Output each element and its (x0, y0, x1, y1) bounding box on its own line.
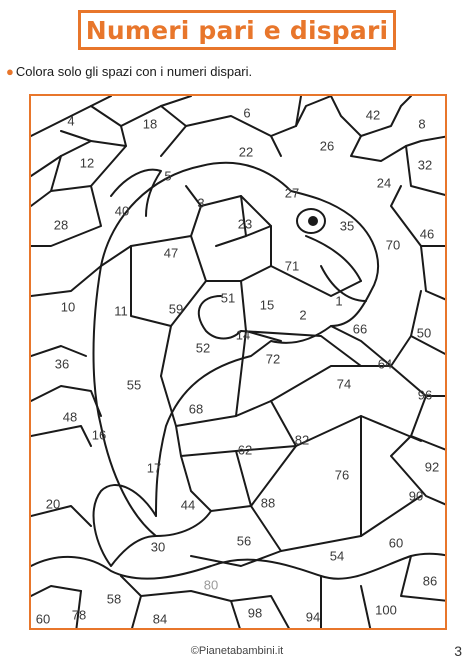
page-number: 3 (454, 643, 462, 659)
number-label[interactable]: 50 (416, 325, 432, 341)
number-label[interactable]: 18 (142, 116, 158, 132)
number-label[interactable]: 20 (45, 496, 61, 512)
number-label[interactable]: 16 (91, 427, 107, 443)
number-label[interactable]: 51 (220, 290, 236, 306)
footer-credit: ©Pianetabambini.it (190, 645, 284, 657)
number-label[interactable]: 78 (71, 607, 87, 623)
page-title: Numeri pari e dispari (85, 15, 389, 45)
number-label[interactable]: 42 (365, 107, 381, 123)
number-label[interactable]: 36 (54, 356, 70, 372)
number-label[interactable]: 4 (67, 113, 75, 129)
number-label[interactable]: 64 (377, 356, 393, 372)
number-label[interactable]: 60 (35, 611, 51, 627)
number-label[interactable]: 58 (106, 591, 122, 607)
number-label[interactable]: 8 (418, 116, 426, 132)
number-label[interactable]: 100 (375, 602, 397, 618)
number-label[interactable]: 59 (168, 301, 184, 317)
number-label[interactable]: 5 (164, 168, 172, 184)
number-label[interactable]: 24 (376, 175, 392, 191)
number-label[interactable]: 92 (424, 459, 440, 475)
number-label[interactable]: 30 (150, 539, 166, 555)
number-label[interactable]: 6 (243, 105, 251, 121)
bullet-icon: ● (6, 64, 14, 79)
title-box (78, 10, 396, 50)
number-label[interactable]: 15 (259, 297, 275, 313)
number-label[interactable]: 60 (388, 535, 404, 551)
number-label[interactable]: 76 (334, 467, 350, 483)
number-label[interactable]: 74 (336, 376, 352, 392)
number-label[interactable]: 10 (60, 299, 76, 315)
instruction (6, 64, 252, 79)
number-label[interactable]: 96 (417, 387, 433, 403)
number-label[interactable]: 35 (339, 218, 355, 234)
number-label[interactable]: 72 (265, 351, 281, 367)
instruction-text: Colora solo gli spazi con i numeri dispari. (15, 64, 253, 79)
coloring-area (29, 94, 447, 630)
number-label[interactable]: 54 (329, 548, 345, 564)
number-label[interactable]: 32 (417, 157, 433, 173)
number-label[interactable]: 52 (195, 340, 211, 356)
number-label[interactable]: 55 (126, 377, 142, 393)
number-label[interactable]: 14 (235, 327, 251, 343)
number-label[interactable]: 47 (163, 245, 179, 261)
number-label[interactable]: 71 (284, 258, 300, 274)
number-label[interactable]: 2 (299, 307, 307, 323)
number-label[interactable]: 98 (247, 605, 263, 621)
number-label[interactable]: 23 (237, 216, 253, 232)
number-label[interactable]: 46 (419, 226, 435, 242)
number-label[interactable]: 22 (238, 144, 254, 160)
number-label[interactable]: 27 (284, 185, 300, 201)
number-label[interactable]: 56 (236, 533, 252, 549)
number-label[interactable]: 62 (237, 442, 253, 458)
number-label[interactable]: 40 (114, 203, 130, 219)
number-label[interactable]: 11 (114, 303, 128, 319)
number-label[interactable]: 1 (335, 293, 343, 309)
number-label[interactable]: 82 (294, 432, 310, 448)
number-label[interactable]: 3 (197, 195, 205, 211)
number-label[interactable]: 66 (352, 321, 368, 337)
number-label[interactable]: 26 (319, 138, 335, 154)
number-label[interactable]: 94 (305, 609, 321, 625)
number-label[interactable]: 28 (53, 217, 69, 233)
number-label[interactable]: 70 (385, 237, 401, 253)
number-label[interactable]: 84 (152, 611, 168, 627)
number-label[interactable]: 44 (180, 497, 196, 513)
number-label[interactable]: 68 (188, 401, 204, 417)
number-label[interactable]: 90 (408, 488, 424, 504)
number-label[interactable]: 17 (146, 460, 162, 476)
number-label[interactable]: 88 (260, 495, 276, 511)
number-label[interactable]: 80 (203, 577, 219, 593)
number-label[interactable]: 48 (62, 409, 78, 425)
number-label[interactable]: 12 (79, 155, 95, 171)
number-label[interactable]: 86 (422, 573, 438, 589)
